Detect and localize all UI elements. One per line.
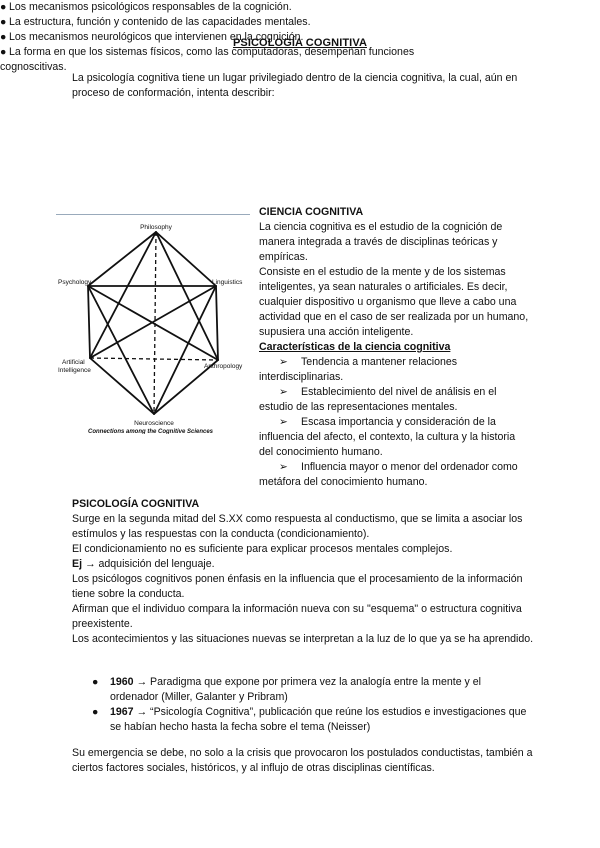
intro-paragraph: La psicología cognitiva tiene un lugar privilegiado dentro de la ciencia cognitiva, la cual, aún en proceso de conformación, intenta describir: (72, 72, 518, 99)
bullet-icon: ● (92, 706, 99, 718)
arrow-bullet-icon: ➢ (279, 416, 288, 428)
psicologia-paragraph-5: Los acontecimientos y las situaciones nuevas se interpretan a la luz de lo que ya se ha aprendido. (72, 633, 534, 645)
node-neuroscience: Neuroscience (134, 420, 174, 427)
closing-paragraph: Su emergencia se debe, no solo a la crisis que provocaron los postulados conductistas, también a ciertos factores sociales, históricos, y al influjo de otras disciplinas científicas. (72, 747, 533, 774)
bullet-icon: ● (0, 31, 7, 43)
timeline-list (92, 675, 532, 735)
psicologia-heading: PSICOLOGÍA COGNITIVA (72, 498, 200, 510)
ciencia-heading: CIENCIA COGNITIVA (259, 206, 364, 218)
edge-phil-anth (156, 232, 218, 360)
ciencia-paragraph-1: La ciencia cognitiva es el estudio de la cognición de manera integrada a través de disciplinas teóricas y empíricas. (259, 221, 503, 263)
psicologia-paragraph-3: Los psicólogos cognitivos ponen énfasis en la influencia que el procesamiento de la información tiene sobre la conducta. (72, 573, 523, 600)
edge-ling-neuro (154, 286, 216, 414)
node-ai-line2: Intelligence (58, 367, 91, 374)
list-item: ● 1967 → “Psicología Cognitiva”, publicación que reúne los estudios e investigaciones que se habían hecho hasta la fecha sobre el tema (Neisser) (92, 706, 527, 733)
ciencia-cognitiva-section (259, 205, 531, 490)
node-philosophy: Philosophy (140, 224, 172, 231)
page-title: PSICOLOGÍA COGNITIVA (232, 37, 367, 49)
list-item: ➢ Establecimiento del nivel de análisis en el estudio de las representaciones mentales. (259, 386, 497, 413)
edge-ai-neuro (90, 358, 154, 414)
bullet-icon: ● (0, 46, 7, 58)
bullet-icon: ● (0, 1, 7, 13)
edge-phil-ling (156, 232, 216, 286)
node-linguistics: Linguistics (212, 279, 243, 286)
list-item: ➢ Escasa importancia y consideración de la influencia del afecto, el contexto, la cultura y la historia del conocimiento humano. (259, 416, 516, 458)
edge-psy-ai (88, 286, 90, 358)
example-label: Ej (72, 558, 83, 570)
edge-ling-anth (216, 286, 218, 360)
caracteristicas-heading: Características de la ciencia cognitiva (259, 341, 451, 353)
list-item: ● Los mecanismos psicológicos responsables de la cognición. (0, 1, 292, 13)
psicologia-paragraph-4: Afirman que el individuo compara la información nueva con su "esquema" o estructura cognitiva preexistente. (72, 603, 522, 630)
figure-divider (56, 214, 250, 215)
list-item: ● La forma en que los sistemas físicos, como las computadoras, desempeñan funciones cognoscitivas. (0, 46, 415, 73)
psicologia-paragraph-2: El condicionamiento no es suficiente para explicar procesos mentales complejos. (72, 543, 453, 555)
edge-phil-psy (88, 232, 156, 286)
ciencia-paragraph-2: Consiste en el estudio de la mente y de los sistemas inteligentes, ya sean naturales o artificiales. Es decir, cualquier dispositivo u organismo que lleve a cabo una actividad que en el caso de ser realizada por un humano, supusiera una acción inteligente. (259, 266, 529, 338)
arrow-bullet-icon: ➢ (279, 386, 288, 398)
timeline-year: 1960 (110, 676, 134, 688)
arrow-bullet-icon: ➢ (279, 356, 288, 368)
psicologia-cognitiva-section (72, 497, 534, 647)
caracteristicas-list (259, 355, 531, 490)
list-item: ➢ Tendencia a mantener relaciones interdisciplinarias. (259, 356, 458, 383)
node-ai-line1: Artificial (62, 359, 85, 366)
arrow-bullet-icon: ➢ (279, 461, 288, 473)
node-psychology: Psychology (58, 279, 92, 286)
cognitive-sciences-diagram (58, 218, 254, 434)
figure-caption: Connections among the Cognitive Sciences (88, 429, 214, 434)
timeline-year: 1967 (110, 706, 134, 718)
list-item: ● Los mecanismos neurológicos que intervienen en la cognición. (0, 31, 304, 43)
psicologia-example: Ej → adquisición del lenguaje. (72, 558, 215, 570)
node-anthropology: Anthropology (204, 363, 243, 370)
psicologia-paragraph-1: Surge en la segunda mitad del S.XX como respuesta al conductismo, que se limita a asociar los estímulos y las respuestas con la conducta (condicionamiento). (72, 513, 523, 540)
bullet-icon: ● (92, 676, 99, 688)
list-item: ➢ Influencia mayor o menor del ordenador como metáfora del conocimiento humano. (259, 461, 518, 488)
bullet-icon: ● (0, 16, 7, 28)
list-item: ● 1960 → Paradigma que expone por primera vez la analogía entre la mente y el ordenador (Miller, Galanter y Pribram) (92, 676, 482, 703)
list-item: ● La estructura, función y contenido de las capacidades mentales. (0, 16, 311, 28)
